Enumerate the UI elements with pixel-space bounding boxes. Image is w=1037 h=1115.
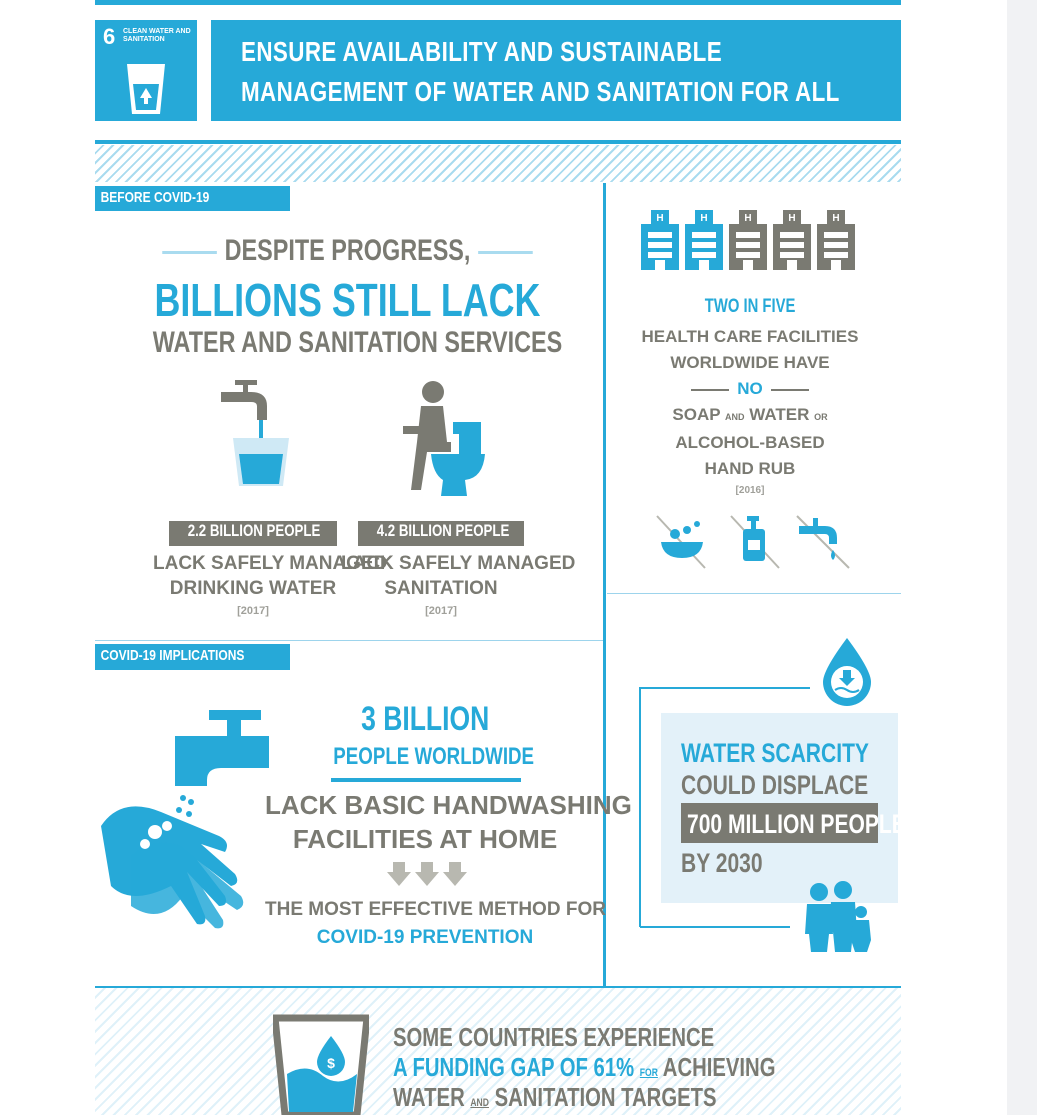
down-arrows-icon <box>387 862 467 888</box>
svg-text:H: H <box>832 213 840 224</box>
covid-implications-tag: COVID-19 IMPLICATIONS <box>95 644 290 670</box>
scarcity-bracket-side <box>639 687 641 927</box>
title-line-2: MANAGEMENT OF WATER AND SANITATION FOR ALL <box>241 76 840 107</box>
center-divider <box>603 183 606 988</box>
svg-text:$: $ <box>327 1055 335 1071</box>
top-rule <box>95 0 901 5</box>
handwashing-icon <box>101 706 269 940</box>
hospital-icon <box>729 210 767 270</box>
two-in-five: TWO IN FIVE <box>704 296 796 317</box>
faucet-glass-icon <box>221 376 301 488</box>
svg-text:H: H <box>744 213 752 224</box>
scarcity-bracket-bottom <box>640 926 790 928</box>
scarcity-bracket-top <box>640 687 810 689</box>
people-worldwide: PEOPLE WORLDWIDE <box>333 743 535 770</box>
hospital-icon <box>817 210 855 270</box>
before-covid-tag: BEFORE COVID-19 <box>95 186 290 211</box>
title-line-1: ENSURE AVAILABILITY AND SUSTAINABLE <box>241 36 723 67</box>
water-stat-label: 2.2 BILLION PEOPLE <box>169 521 337 546</box>
hospital-icon <box>773 210 811 270</box>
health-facility-text: HEALTH CARE FACILITIES WORLDWIDE HAVE NO SOAP AND WATER OR ALCOHOL-BASED HAND RUB [2016] <box>641 327 859 496</box>
page-side-strip <box>1007 0 1037 1115</box>
hospital-icon <box>641 210 679 270</box>
scarcity-highlight-box <box>681 803 906 843</box>
scarcity-line-1: WATER SCARCITY <box>681 738 869 768</box>
people-underline <box>331 778 521 782</box>
header-rule <box>95 140 901 144</box>
hand-sanitizer-icon <box>727 512 787 570</box>
water-drop-icon <box>821 636 873 706</box>
svg-text:H: H <box>656 213 664 224</box>
scarcity-line-2: COULD DISPLACE <box>681 770 869 800</box>
title-banner <box>211 20 901 121</box>
billions-headline: BILLIONS STILL LACK <box>154 274 541 326</box>
goal-label: CLEAN WATER AND SANITATION <box>123 28 191 43</box>
funding-line-3: WATER AND SANITATION TARGETS <box>393 1082 717 1112</box>
handwashing-text: LACK BASIC HANDWASHING FACILITIES AT HOME <box>265 790 632 854</box>
despite-progress: DESPITE PROGRESS, <box>95 234 600 268</box>
sanitation-stat-label: 4.2 BILLION PEOPLE <box>358 521 524 546</box>
left-divider <box>95 640 603 641</box>
tap-water-icon <box>795 512 855 570</box>
water-stat-desc: LACK SAFELY MANAGED DRINKING WATER [2017] <box>153 553 388 617</box>
goal-number: 6 <box>103 24 116 49</box>
hatch-band <box>95 145 901 182</box>
sanitation-stat-desc: LACK SAFELY MANAGED SANITATION [2017] <box>341 553 576 617</box>
funding-line-1: SOME COUNTRIES EXPERIENCE <box>393 1022 715 1052</box>
water-glass-icon <box>125 62 167 118</box>
funding-line-2: A FUNDING GAP OF 61% FOR ACHIEVING <box>393 1052 776 1082</box>
infographic <box>95 0 906 1115</box>
soap-bowl-icon <box>655 512 715 570</box>
scarcity-highlight: 700 MILLION PEOPLE <box>687 809 906 839</box>
svg-text:H: H <box>788 213 796 224</box>
sdg-goal-badge <box>95 20 197 121</box>
water-sanitation-services: WATER AND SANITATION SERVICES <box>152 326 563 359</box>
right-divider <box>607 593 901 594</box>
hospital-icons <box>641 210 861 272</box>
effective-method-text: THE MOST EFFECTIVE METHOD FOR COVID-19 PREVENTION <box>265 899 606 948</box>
people-group-icon <box>803 880 871 954</box>
hospital-icon <box>685 210 723 270</box>
three-billion: 3 BILLION <box>360 700 490 738</box>
scarcity-line-3: BY 2030 <box>681 848 763 878</box>
toilet-person-icon <box>395 380 487 498</box>
svg-text:H: H <box>700 213 708 224</box>
funding-glass-icon <box>273 1014 369 1115</box>
